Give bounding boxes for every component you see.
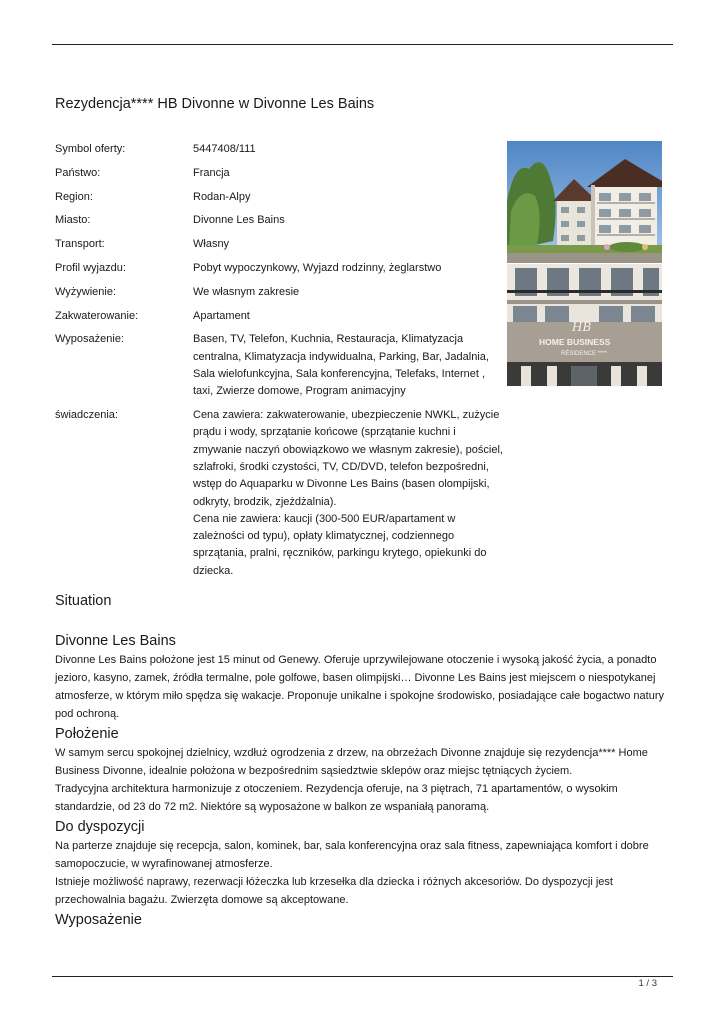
detail-value: Basen, TV, Telefon, Kuchnia, Restauracja, Klimatyzacja centralna, Klimatyzacja indywidualna, Parking, Bar, Jadalnia, Sala wielofunkcyjna, Sala konferencyjna, Telefaks, Internet , taxi, Zwierze domowe, Program animacyjny [193,333,489,398]
description [55,592,670,929]
detail-row [55,331,505,400]
detail-row [55,212,505,229]
dyspozycji-paragraph-1: Na parterze znajduje się recepcja, salon, kominek, bar, sala konferencyjna oraz sala fitness, zapewniająca komfort i dobre samopoczucie, w wyrafinowanej atmosferze. [55,840,649,870]
detail-label: Wyżywienie: [55,285,117,298]
top-rule [52,44,673,45]
polozenie-paragraph-1: W samym sercu spokojnej dzielnicy, wzdłuż ogrodzenia z drzew, na obrzeżach Divonne znajduje się rezydencja**** Home Business Divonne, idealnie położona w bezpośrednim sąsiedztwie sklepów oraz miejsc tętniących życiem. [55,747,648,777]
price-excludes-text: Cena nie zawiera: kaucji (300-500 EUR/apartament w zależności od typu), opłaty klimatycznej, codziennego sprzątania, pralni, ręczników, parkingu krytego, opiekunki do dziecka. [193,512,487,577]
detail-label: Miasto: [55,214,91,227]
polozenie-heading: Położenie [55,726,119,742]
detail-value: Divonne Les Bains [193,214,285,227]
sign-line-2: RÉSIDENCE **** [561,351,608,357]
detail-label: Region: [55,190,93,203]
polozenie-paragraph-2: Tradycyjna architektura harmonizuje z otoczeniem. Rezydencja oferuje, na 3 piętrach, 71 apartamentów, o wysokim standardzie, od 23 do 72 m2. Niektóre są wyposażone w balkon ze wspaniałą panoramą. [55,783,618,813]
detail-row [55,141,505,158]
bottom-rule [52,976,673,977]
hotel-photos [507,141,662,386]
situation-heading: Situation [55,593,112,609]
detail-label: Transport: [55,238,105,251]
detail-value: Apartament [193,309,250,322]
page-title: Rezydencja**** HB Divonne w Divonne Les Bains [55,96,375,112]
sign-monogram: HB [572,320,592,334]
detail-label: Zakwaterowanie: [55,309,139,322]
detail-value: We własnym zakresie [193,285,300,298]
dyspozycji-paragraph-2: Istnieje możliwość naprawy, rezerwacji łóżeczka lub krzesełka dla dziecka i różnych akcesoriów. Do dyspozycji jest przechowalnia bagażu. Zwierzęta domowe są akceptowane. [55,876,613,906]
detail-row [55,260,505,277]
divonne-paragraph: Divonne Les Bains położone jest 15 minut od Genewy. Oferuje uprzywilejowane otoczenie i wysoką jakość życia, a ponadto jezioro, kasyno, zamek, źródła termalne, pole golfowe, basen olimpijski… Divonne Les Bains jest miejscem o niespotykanej atmosferze, w którym miło spędza się wakacje. Proponuje unikalne i spokojne środowisko, posiadające całe bogactwo natury pod ochroną. [55,654,664,720]
detail-row [55,189,505,206]
divonne-heading: Divonne Les Bains [55,633,176,649]
detail-label: Profil wyjazdu: [55,261,126,274]
detail-value: Rodan-Alpy [193,190,251,203]
dyspozycji-heading: Do dyspozycji [55,819,145,835]
sign-line-1: HOME BUSINESS [539,337,611,347]
detail-row [55,165,505,182]
detail-row [55,407,505,580]
detail-value: Własny [193,238,230,251]
building-exterior-photo [507,141,662,263]
detail-row [55,308,505,325]
detail-label: Symbol oferty: [55,143,126,155]
detail-label: Wyposażenie: [55,333,124,346]
detail-row [55,236,505,253]
detail-value: Pobyt wypoczynkowy, Wyjazd rodzinny, żeglarstwo [193,261,442,274]
price-includes-text: Cena zawiera: zakwaterowanie, ubezpieczenie NWKL, zużycie prądu i wody, sprzątanie końcowe (sprzątanie kuchni i zmywanie naczyń obowiązkowo we własnym zakresie), pościel, szlafroki, środki czystości, TV, CD/DVD, telefon bezpośredni, wstęp do Aquaparku w Divonne Les Bains (basen olompijski, odkryty, brodzik, zjeżdżalnia). [193,409,503,508]
detail-value [193,407,505,580]
detail-label: świadczenia: [55,409,118,422]
detail-value: 5447408/111 [193,143,256,155]
detail-label: Państwo: [55,166,101,179]
detail-value: Francja [193,166,230,179]
offer-details [55,141,505,580]
residence-facade-photo [507,264,662,386]
detail-row [55,284,505,301]
wyposazenie-heading: Wyposażenie [55,912,142,928]
page-number: 1 / 3 [638,978,657,989]
